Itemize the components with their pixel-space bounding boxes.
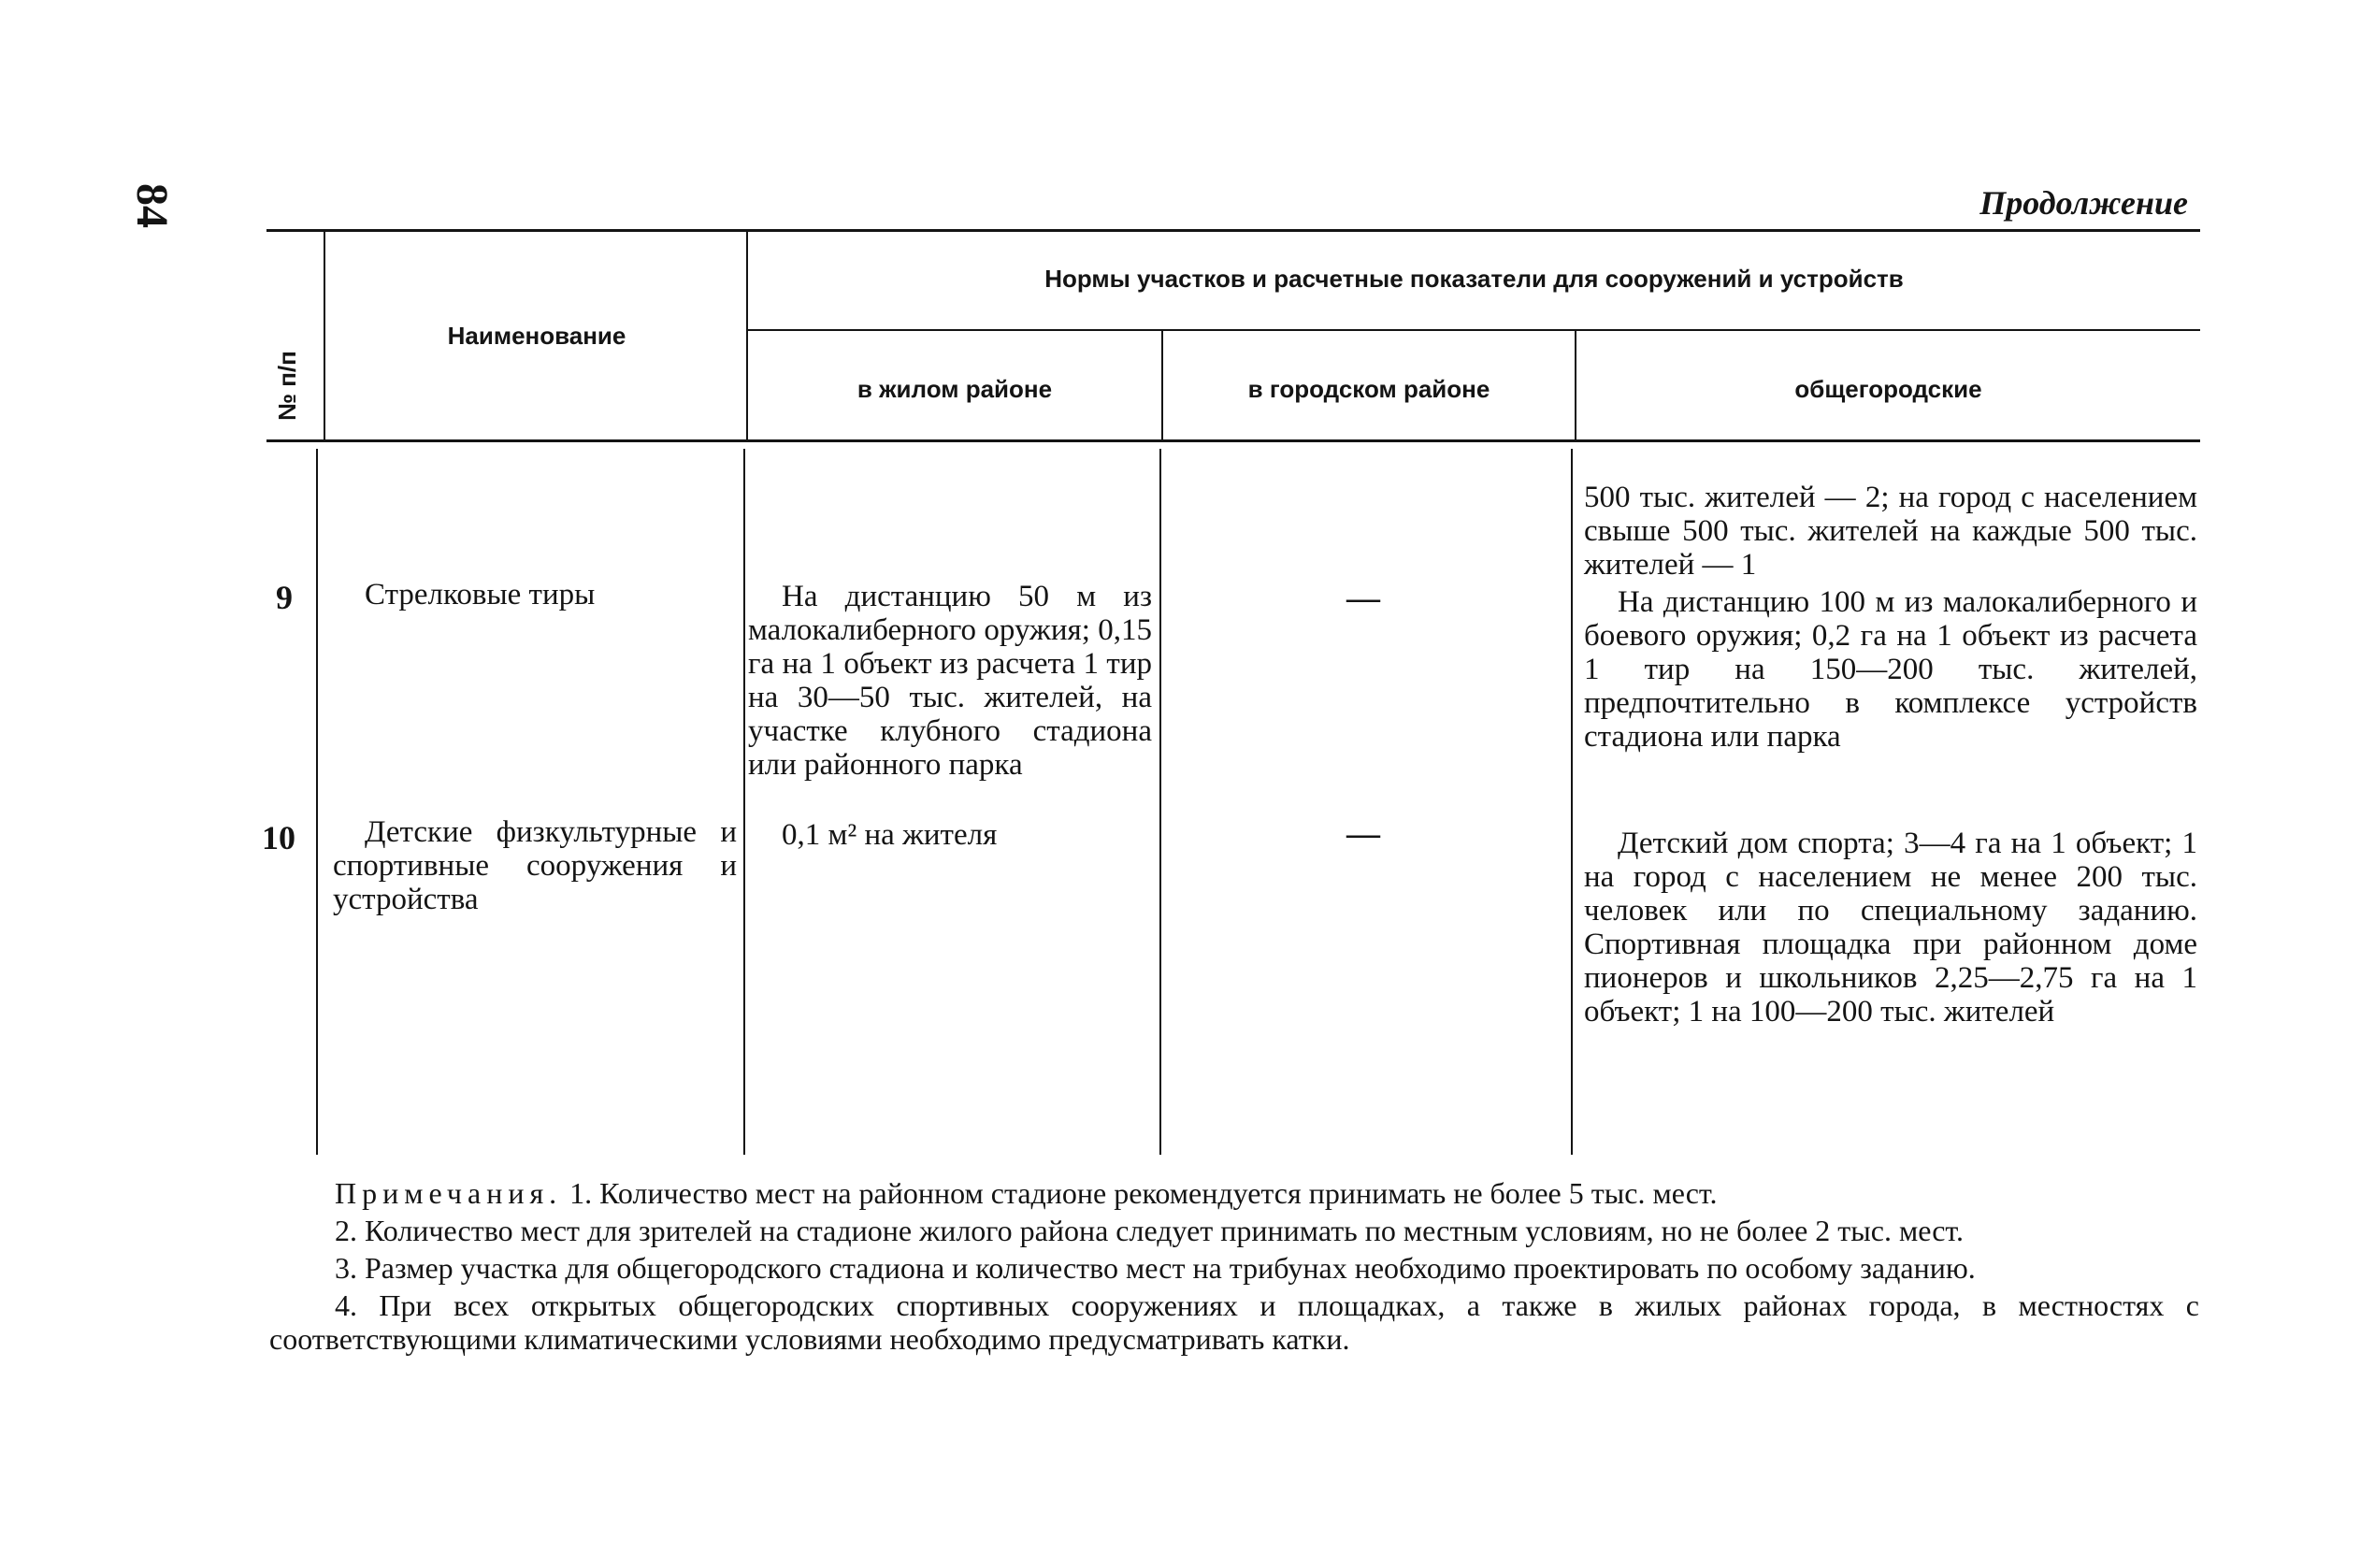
row-10-number: 10 (262, 819, 295, 856)
row-9-number: 9 (276, 579, 293, 616)
header-norms-group: Нормы участков и расчетные показатели для сооружений и устройств (1044, 265, 1904, 293)
row-9-citywide: На дистанцию 100 м из малокалиберного и боевого оружия; 0,2 га на 1 объект из расчета 1 тир на 150—200 тыс. жителей, предпочтительно в комплексе устройств стадиона или парка (1584, 585, 2197, 754)
body-col-divider-2 (743, 449, 745, 1155)
continuation-label: Продолжение (1979, 184, 2188, 222)
header-bottom-rule (266, 439, 2200, 442)
header-col-divider-1 (324, 229, 325, 439)
body-col-divider-1 (316, 449, 318, 1155)
body-col-divider-3 (1159, 449, 1161, 1155)
header-col-divider-2 (746, 229, 748, 439)
norms-group-rule (748, 329, 2200, 331)
row-10-city-district: — (1346, 814, 1380, 852)
header-city-district: в городском районе (1247, 375, 1490, 403)
body-col-divider-4 (1571, 449, 1573, 1155)
row-9-name: Стрелковые тиры (365, 578, 596, 611)
row-9-city-district: — (1346, 579, 1380, 616)
page-number: 84 (127, 183, 177, 228)
note-3: 3. Размер участка для общегородского стадиона и количество мест на трибунах необходимо проектировать по особому заданию. (335, 1251, 1976, 1285)
continued-citywide-text: 500 тыс. жителей — 2; на город с населением свыше 500 тыс. жителей на каждые 500 тыс. жителей — 1 (1584, 481, 2197, 582)
row-10-residential: 0,1 м² на жителя (782, 818, 998, 852)
header-name: Наименование (447, 322, 626, 350)
table-top-rule (266, 229, 2200, 232)
notes-block (269, 1176, 2199, 1359)
note-2: 2. Количество мест для зрителей на стадионе жилого района следует принимать по местным условиям, но не более 2 тыс. мест. (335, 1214, 1964, 1247)
row-9-residential: На дистанцию 50 м из малокалиберного оружия; 0,15 га на 1 объект из расчета 1 тир на 30—50 тыс. жителей, на участке клубного стадиона или районного парка (748, 580, 1152, 782)
notes-title: Примечания. (335, 1176, 563, 1210)
note-1 (269, 1176, 2199, 1210)
note-1-text: 1. Количество мест на районном стадионе рекомендуется принимать не более 5 тыс. мест. (569, 1176, 1718, 1210)
row-10-name: Детские физкультурные и спортивные сооружения и устройства (333, 815, 737, 916)
header-residential: в жилом районе (856, 375, 1053, 403)
header-citywide: общегородские (1794, 375, 1982, 403)
header-number: № п/п (273, 351, 301, 421)
row-10-citywide: Детский дом спорта; 3—4 га на 1 объект; 1 на город с населением не менее 200 тыс. человек или по специальному заданию. Спортивная площадка при районном доме пионеров и школьников 2,25—2,75 га на 1 объект; 1 на 100—200 тыс. жителей (1584, 827, 2197, 1029)
note-4: 4. При всех открытых общегородских спортивных сооружениях и площадках, а также в жилых районах города, в местностях с соответствующими климатическими условиями необходимо предусматривать катки. (269, 1288, 2199, 1356)
